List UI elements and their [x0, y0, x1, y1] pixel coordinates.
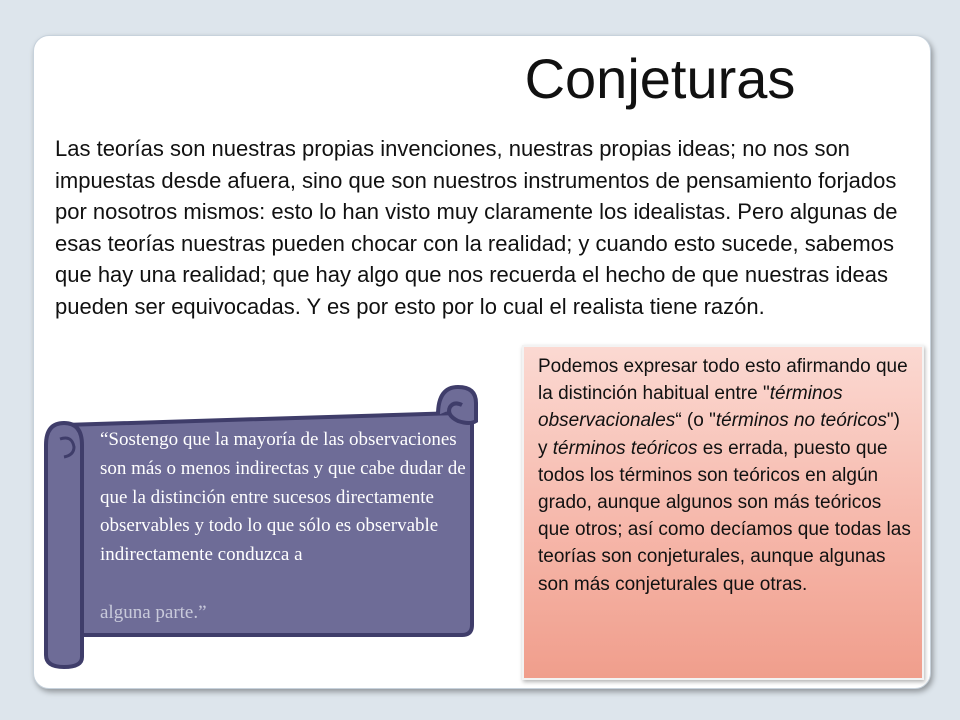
slide-title: Conjeturas: [524, 47, 796, 110]
callout-text-2: “ (o ": [675, 410, 716, 432]
callout-text-3: ") y: [538, 410, 900, 459]
callout-text-4: es errada, puesto que todos los términos son teóricos en algún grado, aunque algunos son más teóricos que otros; así como decíamos que todas las teorías son conjeturales, aunque algunas son más conjeturales que otras.: [538, 437, 911, 595]
scroll-quote-text: “Sostengo que la mayoría de las observaciones son más o menos indirectas y que cabe dudar de que la distinción entre sucesos directamente observables y todo lo que sólo es observable indirectamente conduzca a: [100, 429, 466, 566]
callout-term-non-theoretical: términos no teóricos: [715, 410, 887, 432]
callout-term-theoretical: términos teóricos: [552, 437, 698, 459]
callout-text-1: Podemos expresar todo esto afirmando que la distinción habitual entre ": [538, 356, 908, 405]
scroll-quote-overflow: alguna parte.”: [100, 601, 207, 623]
scroll-curl-left: [46, 423, 82, 667]
body-paragraph: Las teorías son nuestras propias invenciones, nuestras propias ideas; no nos son impuestas desde afuera, sino que son nuestros instrumentos de pensamiento forjados por nosotros mismos: esto lo han visto muy claramente los idealistas. Pero algunas de esas teorías nuestras pueden chocar con la realidad; y cuando esto sucede, sabemos que hay una realidad; que hay algo que nos recuerda el hecho de que nuestras ideas pueden ser equivocadas. Y es por esto por lo cual el realista tiene razón.: [55, 136, 898, 319]
callout-box: [522, 345, 924, 680]
callout-term-observational: términos observacionales: [538, 383, 843, 432]
scroll-quote: [100, 426, 472, 628]
